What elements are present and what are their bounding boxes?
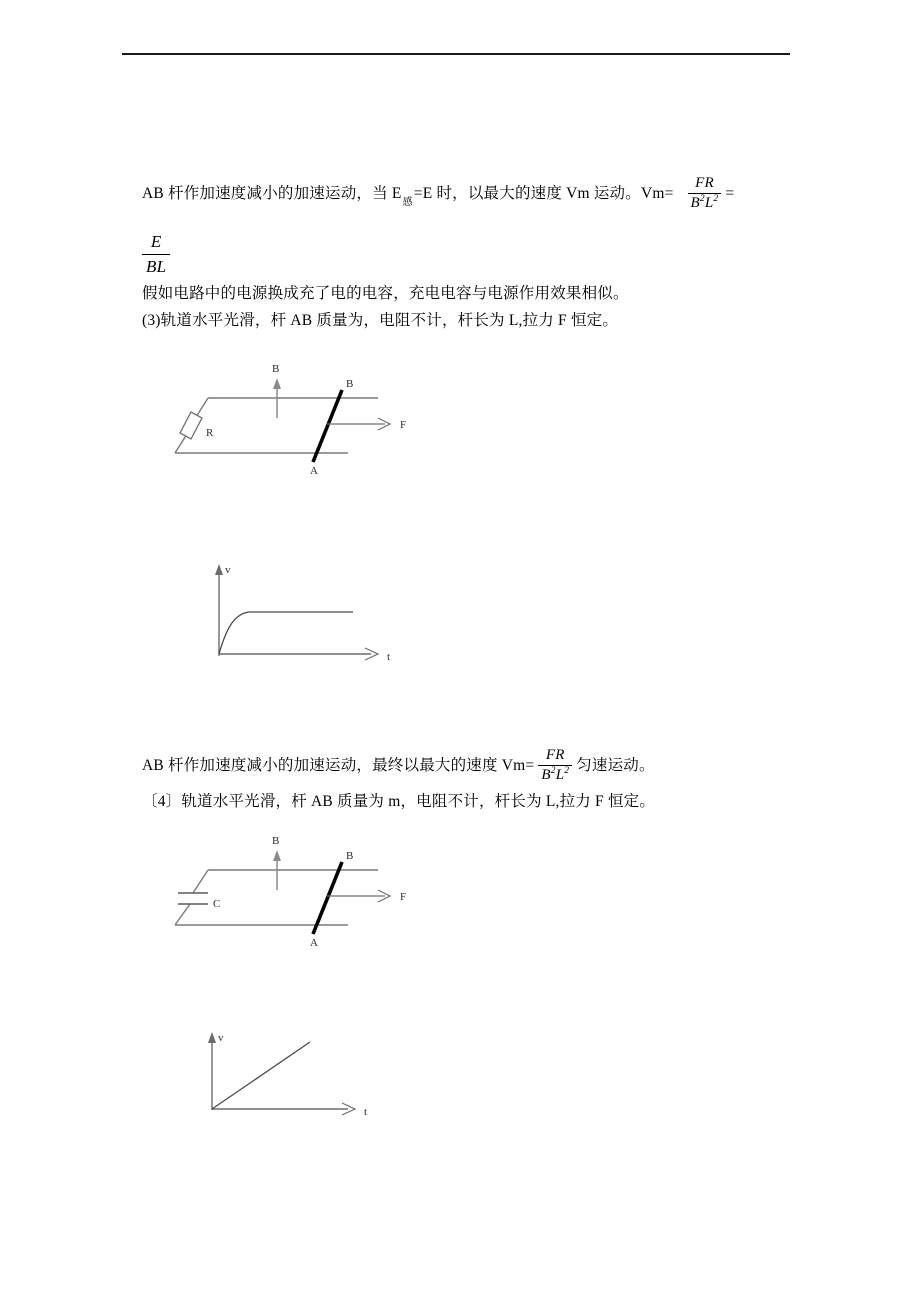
paragraph-answer-1-mid: =E 时，以最大的速度 Vm 运动。Vm= bbox=[413, 184, 674, 202]
paragraph-answer-1 bbox=[142, 176, 734, 213]
resistor-symbol bbox=[180, 412, 202, 439]
graph2-x-axis-label: t bbox=[364, 1106, 368, 1118]
formula2-denominator bbox=[538, 766, 572, 784]
graph2-line bbox=[212, 1042, 310, 1109]
denominator2-b-exponent: 2 bbox=[550, 765, 556, 776]
graph-velocity-time-saturating bbox=[195, 548, 425, 678]
denominator-l: L bbox=[704, 194, 714, 211]
header-rule bbox=[122, 53, 790, 55]
formula-e-over-bl-wrap bbox=[142, 232, 170, 280]
force-label-F: F bbox=[400, 419, 407, 431]
paragraph-answer-2-suffix: 匀速运动。 bbox=[576, 756, 655, 774]
paragraph-answer-1-prefix: AB 杆作加速度减小的加速运动，当 E bbox=[142, 184, 402, 202]
denominator-b-exponent: 2 bbox=[699, 193, 705, 204]
graph2-y-axis-label: v bbox=[218, 1032, 224, 1044]
graph1-curve bbox=[219, 612, 353, 654]
force-label-F: F bbox=[400, 891, 407, 903]
graph1-y-axis-label: v bbox=[225, 564, 231, 576]
left-rail-lower bbox=[175, 904, 190, 925]
paragraph-question-3: (3)轨道水平光滑，杆 AB 质量为，电阻不计，杆长为 L,拉力 F 恒定。 bbox=[142, 312, 619, 329]
formula2-numerator: FR bbox=[538, 747, 572, 766]
field-arrow-head bbox=[273, 378, 281, 389]
graph-velocity-time-linear bbox=[190, 1018, 400, 1138]
paragraph-capacitor-note: 假如电路中的电源换成充了电的电容，充电电容与电源作用效果相似。 bbox=[142, 285, 629, 302]
field-label-B: B bbox=[272, 363, 280, 375]
capacitor-label: C bbox=[213, 898, 221, 910]
rod-label-A: A bbox=[310, 465, 318, 477]
rail-diagram-resistor bbox=[160, 360, 460, 495]
graph1-x-axis-label: t bbox=[387, 651, 391, 663]
left-rail-upper bbox=[193, 870, 208, 893]
resistor-label: R bbox=[206, 427, 214, 439]
formula-bl-denominator: BL bbox=[146, 257, 167, 277]
paragraph-answer-2-prefix: AB 杆作加速度减小的加速运动，最终以最大的速度 Vm= bbox=[142, 756, 535, 774]
formula-e-numerator: E bbox=[142, 232, 170, 255]
rod-label-A: A bbox=[310, 937, 318, 949]
formula-fr-over-b2l2-2 bbox=[538, 747, 572, 784]
conducting-rod-ab bbox=[313, 862, 342, 934]
graph2-y-axis-arrow bbox=[208, 1032, 216, 1043]
left-rail-upper bbox=[196, 398, 208, 417]
denominator2-b: B bbox=[541, 766, 551, 783]
denominator-l-exponent: 2 bbox=[713, 193, 719, 204]
formula-e-over-bl bbox=[142, 232, 170, 278]
subscript-gan: 感 bbox=[402, 196, 413, 208]
graph1-y-axis-arrow bbox=[215, 564, 223, 575]
conducting-rod-ab bbox=[313, 390, 342, 462]
formula-numerator: FR bbox=[688, 175, 722, 194]
formula-denominator bbox=[688, 194, 722, 212]
rail-diagram-capacitor bbox=[160, 832, 460, 967]
paragraph-question-4: 〔4〕轨道水平光滑，杆 AB 质量为 m，电阻不计，杆长为 L,拉力 F 恒定。 bbox=[142, 793, 656, 810]
field-arrow-head bbox=[273, 850, 281, 861]
rod-label-B: B bbox=[346, 378, 354, 390]
field-label-B: B bbox=[272, 835, 280, 847]
denominator2-l-exponent: 2 bbox=[564, 765, 570, 776]
paragraph-answer-2 bbox=[142, 748, 655, 785]
denominator-b: B bbox=[690, 194, 700, 211]
rod-label-B: B bbox=[346, 850, 354, 862]
denominator2-l: L bbox=[555, 766, 565, 783]
paragraph-answer-1-suffix: = bbox=[725, 184, 735, 202]
left-rail-lower bbox=[175, 434, 187, 453]
formula-fr-over-b2l2 bbox=[688, 175, 722, 212]
